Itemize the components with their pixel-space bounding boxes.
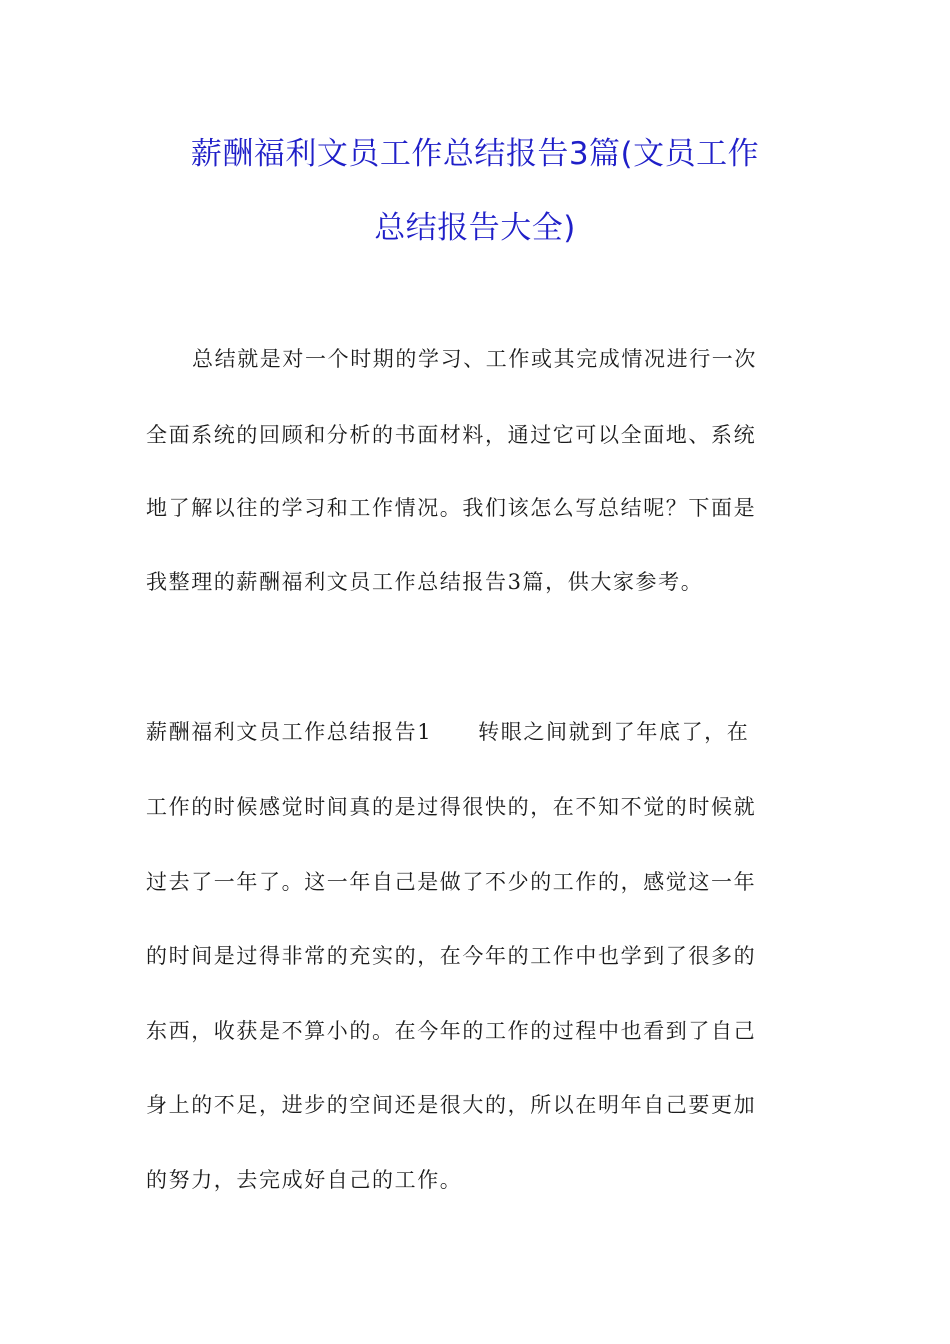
section-1-line-2: 工作的时候感觉时间真的是过得很快的，在不知不觉的时候就 [146,795,757,819]
section-1-line-6: 身上的不足，进步的空间还是很大的，所以在明年自己要更加 [146,1093,757,1117]
intro-line-1: 总结就是对一个时期的学习、工作或其完成情况进行一次 [192,347,757,371]
section-1-line-4: 的时间是过得非常的充实的，在今年的工作中也学到了很多的 [146,944,757,968]
intro-line-3: 地了解以往的学习和工作情况。我们该怎么写总结呢？下面是 [146,496,757,520]
section-1-first-line [146,717,806,747]
section-1-line-5: 东西，收获是不算小的。在今年的工作的过程中也看到了自己 [146,1019,757,1043]
document-title-line-1: 薪酬福利文员工作总结报告3篇(文员工作 [190,136,760,172]
intro-line-2: 全面系统的回顾和分析的书面材料，通过它可以全面地、系统 [146,423,757,447]
document-title-line-2: 总结报告大全) [374,210,576,246]
section-1-line-3: 过去了一年了。这一年自己是做了不少的工作的，感觉这一年 [146,870,757,894]
section-1-line-7: 的努力，去完成好自己的工作。 [146,1168,463,1192]
section-1-first-line-text: 转眼之间就到了年底了，在 [478,720,750,744]
intro-line-4: 我整理的薪酬福利文员工作总结报告3篇，供大家参考。 [146,570,704,594]
section-1-heading: 薪酬福利文员工作总结报告1 [146,720,433,744]
